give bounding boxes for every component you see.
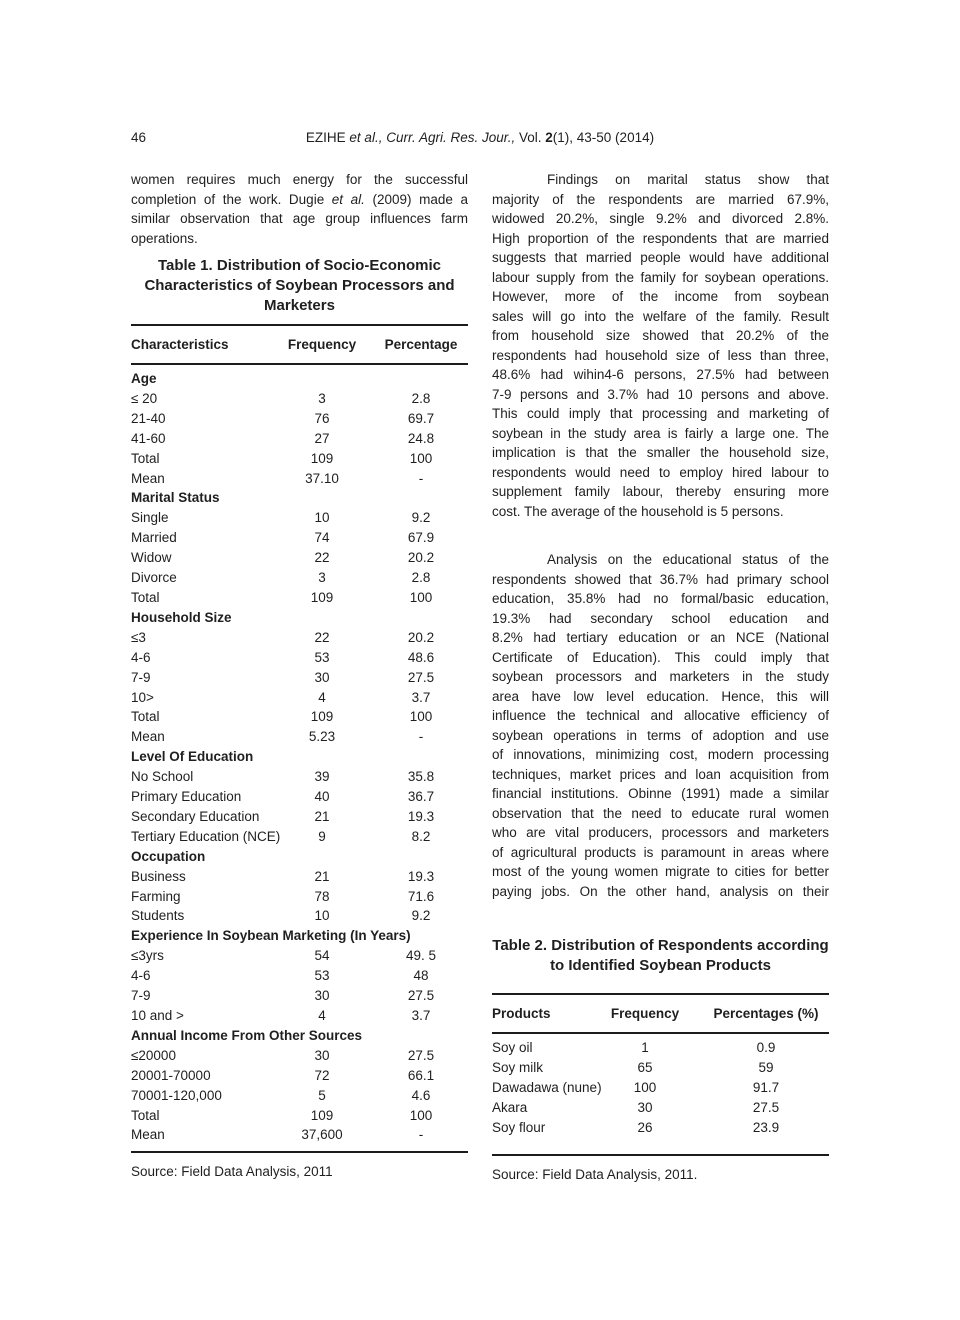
text-line: similar observation that age group influences farm xyxy=(131,211,468,226)
opening-paragraph xyxy=(131,170,468,248)
cell-pct: - xyxy=(418,1127,424,1143)
left-column xyxy=(131,170,468,1185)
text-line: of agricultural products is paramount in areas where xyxy=(492,844,829,860)
text-line: area have low level education. Hence, this will xyxy=(492,688,829,704)
cell-freq: 4 xyxy=(318,689,326,705)
cell-label: ≤3 xyxy=(131,629,146,645)
cell-pct: 0.9 xyxy=(756,1040,776,1055)
cell-pct: 48.6 xyxy=(407,649,435,665)
table-row xyxy=(131,887,468,907)
table-section-row xyxy=(131,847,468,867)
cell-pct: 8.2 xyxy=(411,828,431,844)
cell-freq: 78 xyxy=(314,888,330,904)
cell-label: Dawadawa (nune) xyxy=(492,1079,602,1095)
table-title-line: Marketers xyxy=(264,297,335,314)
table-row xyxy=(131,528,468,548)
text-line: completion of the work. Dugie et al. (2009) made a xyxy=(131,191,468,207)
right-column xyxy=(492,170,829,1185)
cell-label: Primary Education xyxy=(131,789,242,805)
text-line: High proportion of the respondents that are married xyxy=(492,230,829,246)
cell-label: Students xyxy=(131,908,185,924)
cell-freq: 5 xyxy=(318,1087,326,1103)
text-line: However, more of the income from soybean xyxy=(492,289,829,304)
text-line: sales will go into the welfare of the family. Result xyxy=(492,308,829,324)
text-line: education, 35.8% had no formal/basic education, xyxy=(492,591,829,606)
cell-freq: 37,600 xyxy=(301,1127,343,1143)
table-2-source: Source: Field Data Analysis, 2011. xyxy=(492,1166,698,1182)
text-line: soybean operations in terms of adoption and use xyxy=(492,727,829,743)
cell-pct: 49. 5 xyxy=(405,948,437,964)
table-row xyxy=(131,628,468,648)
table-1-source: Source: Field Data Analysis, 2011 xyxy=(131,1164,333,1180)
cell-freq: 9 xyxy=(318,828,326,844)
cell-pct: 20.2 xyxy=(407,629,435,645)
table-title-line: Characteristics of Soybean Processors and xyxy=(144,277,455,294)
text-line: who are vital producers, processors and marketers xyxy=(492,825,829,840)
cell-pct: 24.8 xyxy=(407,430,435,446)
cell-label: Annual Income From Other Sources xyxy=(131,1027,363,1043)
text-line: soybean processors and marketers in the study xyxy=(492,669,829,684)
cell-label: Soy flour xyxy=(492,1119,546,1135)
table-row xyxy=(131,986,468,1006)
cell-label: Single xyxy=(131,510,169,526)
cell-label: Level Of Education xyxy=(131,749,254,765)
table-1-col-percentage: Percentage xyxy=(384,337,458,352)
text-line: Certificate of Education). This could imply that xyxy=(492,649,829,665)
text-line: 48.6% had wihin4-6 persons, 27.5% had between xyxy=(492,367,829,382)
cell-pct: 100 xyxy=(409,1107,433,1123)
cell-label: Soy oil xyxy=(492,1040,533,1055)
text-line: of innovations, minimizing cost, modern processing xyxy=(492,747,829,762)
cell-label: Soy milk xyxy=(492,1059,544,1075)
cell-pct: 59 xyxy=(758,1059,774,1075)
text-line: paying jobs. On the other hand, analysis on their xyxy=(492,883,829,899)
text-line: implication is that the smaller the household size, xyxy=(492,445,829,460)
cell-label: Mean xyxy=(131,1127,165,1143)
cell-freq: 21 xyxy=(314,808,330,824)
cell-label: Divorce xyxy=(131,570,177,586)
cell-freq: 30 xyxy=(314,669,330,685)
table-section-row xyxy=(131,1026,468,1046)
cell-freq: 30 xyxy=(314,1047,330,1063)
text-line: supplement family labour, thereby ensuring more xyxy=(492,484,829,499)
cell-pct: 71.6 xyxy=(407,888,435,904)
cell-pct: 91.7 xyxy=(752,1079,780,1095)
table-row xyxy=(492,1038,829,1058)
text-line: respondents showed that 36.7% had primary school xyxy=(492,571,829,587)
table-1-col-characteristics: Characteristics xyxy=(131,337,229,352)
cell-label: Mean xyxy=(131,729,165,745)
cell-freq: 39 xyxy=(314,769,330,785)
cell-label: Akara xyxy=(492,1099,528,1115)
cell-pct: 100 xyxy=(409,709,433,725)
table-section-row xyxy=(131,926,468,946)
cell-freq: 1 xyxy=(641,1040,649,1055)
cell-pct: 48 xyxy=(413,968,429,984)
running-head-citation: EZIHE et al., Curr. Agri. Res. Jour., Vol. 2(1), 43-50 (2014) xyxy=(305,130,655,145)
marital-status-paragraph xyxy=(492,170,829,521)
cell-label: ≤ 20 xyxy=(131,390,158,406)
cell-label: 7-9 xyxy=(131,988,151,1004)
cell-label: 70001-120,000 xyxy=(131,1087,222,1103)
table-row xyxy=(131,787,468,807)
table-section-row xyxy=(131,488,468,508)
table-row xyxy=(131,568,468,588)
table-row xyxy=(131,429,468,449)
cell-freq: 26 xyxy=(637,1119,653,1135)
cell-pct: 67.9 xyxy=(407,530,435,546)
cell-label: Household Size xyxy=(131,609,232,625)
cell-freq: 27 xyxy=(314,430,330,446)
table-section-row xyxy=(131,747,468,767)
text-line: This could imply that processing and marketing of xyxy=(492,406,829,421)
text-line: from household size showed that 20.2% of the xyxy=(492,328,829,343)
table-row xyxy=(131,707,468,727)
cell-pct: 35.8 xyxy=(407,769,435,785)
cell-freq: 53 xyxy=(314,968,330,984)
text-line: most of the young women migrate to cities for better xyxy=(492,864,829,879)
page-header xyxy=(131,128,829,148)
text-line: 7-9 persons and 3.7% had 10 persons and above. xyxy=(492,386,829,402)
cell-pct: 3.7 xyxy=(411,1008,431,1023)
cell-label: ≤3yrs xyxy=(131,948,164,964)
cell-pct: 20.2 xyxy=(407,550,435,566)
cell-freq: 100 xyxy=(633,1079,657,1095)
table-1 xyxy=(131,256,468,1182)
cell-pct: 9.2 xyxy=(411,908,431,924)
cell-freq: 21 xyxy=(314,868,330,884)
table-row xyxy=(131,767,468,787)
text-line: Analysis on the educational status of the xyxy=(547,552,829,567)
table-title-line: Table 2. Distribution of Respondents according xyxy=(492,937,829,954)
table-row xyxy=(131,1086,468,1106)
table-section-row xyxy=(131,608,468,628)
cell-pct: 27.5 xyxy=(752,1099,780,1115)
table-1-col-frequency: Frequency xyxy=(287,337,357,352)
cell-freq: 54 xyxy=(314,948,330,964)
cell-label: Total xyxy=(131,589,160,605)
cell-freq: 4 xyxy=(318,1008,326,1023)
table-row xyxy=(492,1098,829,1118)
cell-label: Total xyxy=(131,1107,160,1123)
cell-freq: 10 xyxy=(314,908,330,924)
cell-freq: 5.23 xyxy=(308,729,336,745)
text-line: 19.3% had secondary school education and xyxy=(492,610,829,626)
cell-label: Farming xyxy=(131,888,181,904)
table-1-rows xyxy=(131,365,468,1151)
cell-freq: 109 xyxy=(310,589,334,605)
text-line: women requires much energy for the successful xyxy=(131,172,468,187)
cell-label: Total xyxy=(131,450,160,466)
table-row xyxy=(131,1106,468,1126)
table-title-line: to Identified Soybean Products xyxy=(550,957,771,974)
text-line: observation that the need to educate rural women xyxy=(492,805,829,821)
cell-label: Mean xyxy=(131,470,165,486)
cell-freq: 30 xyxy=(314,988,330,1004)
cell-pct: 23.9 xyxy=(752,1119,780,1135)
cell-label: Tertiary Education (NCE) xyxy=(131,828,281,844)
cell-pct: 2.8 xyxy=(411,390,431,406)
table-2-rows xyxy=(492,1034,829,1154)
cell-pct: 2.8 xyxy=(411,570,431,586)
table-1-title xyxy=(131,256,468,316)
text-line: influence the technical and allocative efficiency of xyxy=(492,708,829,723)
cell-freq: 40 xyxy=(314,789,330,805)
cell-pct: 27.5 xyxy=(407,988,435,1004)
cell-freq: 53 xyxy=(314,649,330,665)
table-2-col-frequency: Frequency xyxy=(610,1006,680,1021)
cell-pct: 9.2 xyxy=(411,510,431,526)
text-line: respondents would need to employ hired labour to xyxy=(492,464,829,480)
cell-freq: 3 xyxy=(318,390,326,406)
table-row xyxy=(131,867,468,887)
text-line: majority of the respondents are married 67.9%, xyxy=(492,191,829,207)
table-row xyxy=(131,668,468,688)
text-line: suggests that married people would have additional xyxy=(492,250,829,265)
table-row xyxy=(131,548,468,568)
cell-label: Total xyxy=(131,709,160,725)
table-2-header-row xyxy=(492,995,829,1032)
cell-pct: 4.6 xyxy=(411,1087,431,1103)
cell-label: Married xyxy=(131,530,177,546)
cell-label: 41-60 xyxy=(131,430,166,446)
page-number: 46 xyxy=(131,130,147,145)
text-line: 8.2% had tertiary education or an NCE (National xyxy=(492,630,829,645)
cell-freq: 22 xyxy=(314,550,330,566)
text-line: soybean in the study area is fairly a large one. The xyxy=(492,425,829,441)
cell-freq: 109 xyxy=(310,1107,334,1123)
cell-pct: 69.7 xyxy=(407,410,435,426)
text-line: financial institutions. Obinne (1991) made a similar xyxy=(492,786,829,801)
table-row xyxy=(131,469,468,489)
table-row xyxy=(131,727,468,747)
table-row xyxy=(131,409,468,429)
cell-freq: 37.10 xyxy=(305,470,339,486)
table-2-title xyxy=(492,936,829,976)
table-row xyxy=(131,906,468,926)
text-line: operations. xyxy=(131,230,198,246)
table-2-col-products: Products xyxy=(492,1006,551,1021)
cell-freq: 65 xyxy=(637,1059,653,1075)
table-row xyxy=(492,1078,829,1098)
cell-label: 4-6 xyxy=(131,649,151,665)
text-line: Findings on marital status show that xyxy=(547,172,829,187)
cell-pct: - xyxy=(418,729,424,745)
cell-freq: 72 xyxy=(314,1067,330,1083)
cell-pct: 100 xyxy=(409,589,433,605)
table-row xyxy=(131,389,468,409)
cell-label: Widow xyxy=(131,550,172,566)
table-title-line: Table 1. Distribution of Socio-Economic xyxy=(157,257,442,274)
cell-pct: 100 xyxy=(409,450,433,466)
cell-label: ≤20000 xyxy=(131,1047,176,1063)
cell-freq: 10 xyxy=(314,510,330,526)
cell-freq: 109 xyxy=(310,709,334,725)
table-row xyxy=(131,1125,468,1145)
table-row xyxy=(131,827,468,847)
text-line: techniques, market prices and loan acquisition from xyxy=(492,766,829,782)
text-line: respondents had household size of less than three, xyxy=(492,347,829,363)
cell-label: Experience In Soybean Marketing (In Years) xyxy=(131,928,411,944)
cell-freq: 22 xyxy=(314,629,330,645)
cell-label: 20001-70000 xyxy=(131,1067,211,1083)
table-row xyxy=(492,1058,829,1078)
cell-label: Business xyxy=(131,868,186,884)
cell-pct: 66.1 xyxy=(407,1067,435,1083)
table-section-row xyxy=(131,369,468,389)
cell-pct: 27.5 xyxy=(407,669,435,685)
cell-freq: 76 xyxy=(314,410,330,426)
table-row xyxy=(131,688,468,708)
cell-pct: 3.7 xyxy=(411,689,431,705)
cell-label: Marital Status xyxy=(131,490,220,506)
cell-label: 7-9 xyxy=(131,669,151,685)
table-row xyxy=(131,508,468,528)
cell-pct: 36.7 xyxy=(407,789,435,805)
cell-label: No School xyxy=(131,769,194,785)
cell-label: 10> xyxy=(131,689,154,705)
text-line: widowed 20.2%, single 9.2% and divorced 2.8%. xyxy=(492,211,829,226)
table-row xyxy=(131,1006,468,1026)
cell-label: 21-40 xyxy=(131,410,166,426)
text-line: labour supply from the family for soybean operations. xyxy=(492,269,829,285)
table-2-col-percentages: Percentages (%) xyxy=(713,1006,819,1021)
table-row xyxy=(492,1118,829,1138)
table-2 xyxy=(492,936,829,1185)
table-row xyxy=(131,807,468,827)
table-row xyxy=(131,449,468,469)
cell-freq: 109 xyxy=(310,450,334,466)
cell-label: Secondary Education xyxy=(131,808,260,824)
table-row xyxy=(131,966,468,986)
cell-label: 4-6 xyxy=(131,968,151,984)
cell-label: Occupation xyxy=(131,848,206,864)
table-1-header-row xyxy=(131,326,468,363)
education-paragraph xyxy=(492,550,829,901)
table-row xyxy=(131,648,468,668)
table-row xyxy=(131,946,468,966)
table-1-bottom-rule xyxy=(131,1151,468,1153)
cell-freq: 3 xyxy=(318,570,326,586)
cell-freq: 30 xyxy=(637,1099,653,1115)
text-line: cost. The average of the household is 5 persons. xyxy=(492,503,784,519)
table-row xyxy=(131,588,468,608)
cell-freq: 74 xyxy=(314,530,330,546)
table-2-bottom-rule xyxy=(492,1154,829,1156)
cell-pct: 27.5 xyxy=(407,1047,435,1063)
two-column-body xyxy=(131,170,829,1185)
cell-pct: 19.3 xyxy=(407,868,435,884)
table-row xyxy=(131,1066,468,1086)
cell-pct: - xyxy=(418,470,424,486)
cell-pct: 19.3 xyxy=(407,808,435,824)
cell-label: Age xyxy=(131,371,157,386)
cell-label: 10 and > xyxy=(131,1008,184,1023)
table-row xyxy=(131,1046,468,1066)
